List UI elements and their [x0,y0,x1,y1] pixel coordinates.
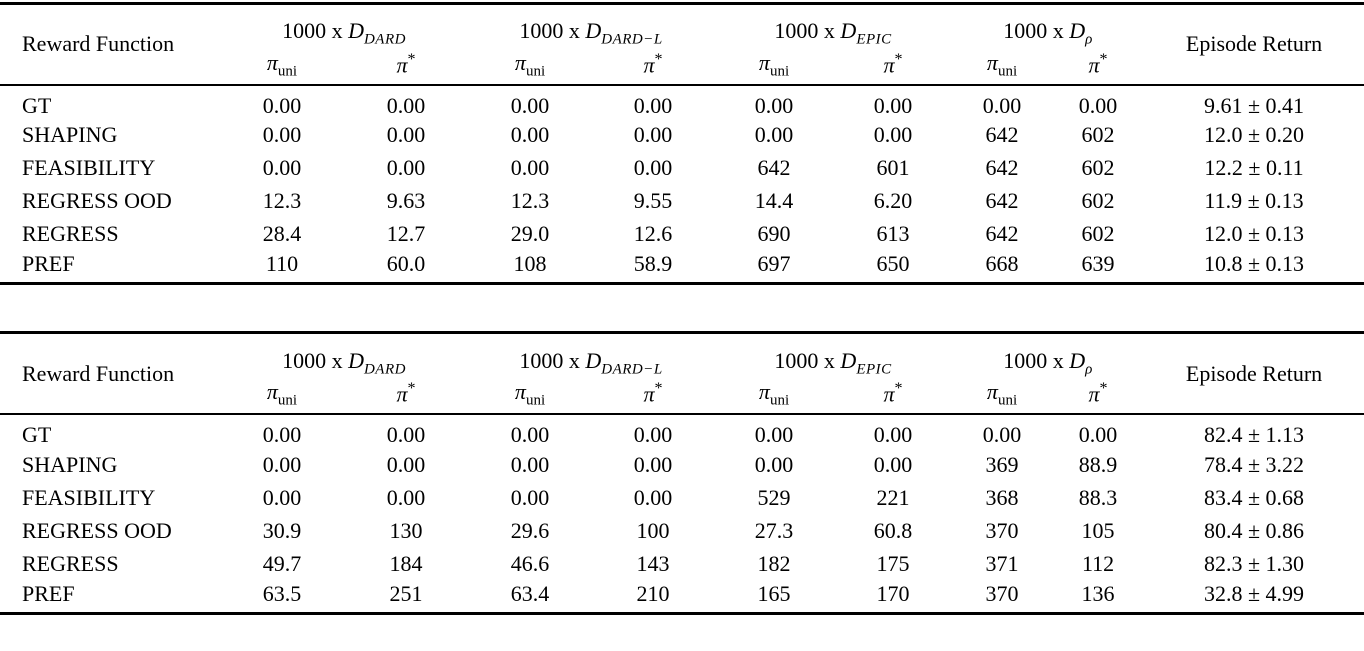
metric-value: 0.00 [873,422,913,448]
policy-uni-header [468,50,592,85]
metric-value: 0.00 [262,92,302,118]
pi-symbol: π [1088,52,1100,78]
column-header-reward-function: Reward Function [22,360,175,386]
group-prefix: 1000 x [282,18,349,44]
metric-value: 642 [985,221,1019,247]
pi-symbol: π [643,381,655,407]
distance-subscript: DARD [363,360,406,377]
row-label: GT [22,92,52,118]
metric-value: 58.9 [633,251,673,277]
pi-symbol: π [266,378,278,404]
distance-symbol: D [585,18,602,44]
table-row [0,547,1364,580]
row-label: SHAPING [22,122,118,148]
column-group-dard-l [468,333,714,379]
metric-value: 136 [1081,580,1115,606]
star-superscript: * [407,51,416,69]
metric-value: 642 [985,188,1019,214]
metric-value: 650 [876,251,910,277]
metric-value: 0.00 [754,92,794,118]
episode-return-value: 82.4 ± 1.13 [1203,422,1305,448]
metric-value: 175 [876,550,910,576]
metric-value: 60.8 [873,517,913,543]
metric-value: 0.00 [386,484,426,510]
metric-value: 370 [985,580,1019,606]
column-header-episode-return: Episode Return [1185,360,1323,386]
metric-value: 0.00 [386,422,426,448]
pi-symbol: π [758,378,770,404]
pi-symbol: π [883,381,895,407]
pi-symbol: π [514,49,526,75]
metric-value: 105 [1081,517,1115,543]
metric-value: 143 [636,550,670,576]
distance-subscript: ρ [1085,31,1093,48]
policy-uni-header [220,379,344,414]
metric-value: 49.7 [262,550,302,576]
pi-symbol: π [514,378,526,404]
pi-symbol: π [758,49,770,75]
table-row [0,218,1364,251]
distance-subscript: DARD−L [601,31,663,48]
metric-value: 602 [1081,122,1115,148]
pi-symbol: π [266,49,278,75]
group-header-row [0,4,1364,50]
metric-value: 0.00 [633,422,673,448]
pi-symbol: π [643,52,655,78]
policy-star-header [592,379,714,414]
distance-symbol: D [585,347,602,373]
policy-star-header [344,50,468,85]
metric-value: 14.4 [754,188,794,214]
star-superscript: * [654,51,663,69]
group-header-row [0,333,1364,379]
metric-value: 602 [1081,155,1115,181]
metric-value: 642 [985,122,1019,148]
distance-symbol: D [348,18,364,44]
group-prefix: 1000 x [282,347,349,373]
metric-value: 368 [985,484,1019,510]
policy-uni-header [714,379,834,414]
group-prefix: 1000 x [1003,347,1070,373]
metric-value: 370 [985,517,1019,543]
episode-return-value: 9.61 ± 0.41 [1203,92,1305,118]
metric-value: 613 [876,221,910,247]
uni-subscript: uni [525,62,546,79]
metric-value: 0.00 [386,451,426,477]
metric-value: 112 [1081,550,1115,576]
metric-value: 602 [1081,221,1115,247]
distance-subscript: ρ [1085,360,1093,377]
policy-uni-header [220,50,344,85]
metric-value: 0.00 [982,92,1022,118]
uni-subscript: uni [769,62,790,79]
metric-value: 28.4 [262,221,302,247]
episode-return-value: 12.0 ± 0.20 [1203,122,1305,148]
metric-value: 0.00 [633,92,673,118]
policy-star-header [834,379,952,414]
row-label: FEASIBILITY [22,155,156,181]
column-header-episode-return: Episode Return [1185,31,1323,57]
policy-uni-header [714,50,834,85]
metric-value: 130 [389,517,423,543]
table-row [0,251,1364,284]
metric-value: 12.3 [510,188,550,214]
episode-return-value: 11.9 ± 0.13 [1204,188,1304,214]
metric-value: 0.00 [510,484,550,510]
column-group-epic [714,4,952,50]
metric-value: 0.00 [510,155,550,181]
table-2-body [0,414,1364,613]
metric-value: 9.55 [633,188,673,214]
metric-value: 0.00 [633,155,673,181]
metric-value: 0.00 [262,451,302,477]
table-row [0,119,1364,152]
column-group-dard [220,333,468,379]
table-row [0,514,1364,547]
policy-uni-header [468,379,592,414]
metric-value: 0.00 [754,451,794,477]
episode-return-value: 32.8 ± 4.99 [1203,580,1305,606]
table-row [0,414,1364,448]
row-label: FEASIBILITY [22,484,156,510]
column-group-dard [220,4,468,50]
episode-return-value: 82.3 ± 1.30 [1203,550,1305,576]
table-row [0,580,1364,613]
results-table-2 [0,331,1364,614]
metric-value: 0.00 [873,451,913,477]
metric-value: 0.00 [873,92,913,118]
distance-subscript: DARD [363,31,406,48]
uni-subscript: uni [277,62,298,79]
table-1-header [0,4,1364,85]
metric-value: 0.00 [386,92,426,118]
group-prefix: 1000 x [1003,18,1070,44]
row-label: GT [22,422,52,448]
metric-value: 668 [985,251,1019,277]
metric-value: 110 [265,251,299,277]
row-label: REGRESS [22,221,119,247]
table-1-body [0,85,1364,284]
uni-subscript: uni [997,392,1018,409]
pi-symbol: π [396,52,408,78]
table-row [0,481,1364,514]
metric-value: 0.00 [633,451,673,477]
column-group-epic [714,333,952,379]
episode-return-value: 78.4 ± 3.22 [1203,451,1305,477]
pi-symbol: π [396,381,408,407]
metric-value: 642 [757,155,791,181]
metric-value: 602 [1081,188,1115,214]
metric-value: 0.00 [510,122,550,148]
metric-value: 30.9 [262,517,302,543]
metric-value: 0.00 [982,422,1022,448]
metric-value: 12.3 [262,188,302,214]
policy-star-header [1052,50,1144,85]
metric-value: 639 [1081,251,1115,277]
distance-symbol: D [1069,18,1086,44]
metric-value: 165 [757,580,791,606]
episode-return-value: 12.2 ± 0.11 [1204,155,1304,181]
metric-value: 0.00 [386,122,426,148]
row-label: REGRESS OOD [22,188,172,214]
star-superscript: * [654,380,663,398]
metric-value: 251 [389,580,423,606]
group-prefix: 1000 x [519,18,586,44]
episode-return-value: 12.0 ± 0.13 [1203,221,1305,247]
metric-value: 29.0 [510,221,550,247]
star-superscript: * [894,51,903,69]
star-superscript: * [894,380,903,398]
metric-value: 601 [876,155,910,181]
metric-value: 100 [636,517,670,543]
row-label: REGRESS [22,550,119,576]
pi-symbol: π [883,52,895,78]
policy-star-header [1052,379,1144,414]
uni-subscript: uni [769,392,790,409]
policy-star-header [592,50,714,85]
metric-value: 63.4 [510,580,550,606]
distance-symbol: D [348,347,364,373]
metric-value: 63.5 [262,580,302,606]
pi-symbol: π [986,49,998,75]
distance-subscript: EPIC [856,360,892,377]
policy-star-header [344,379,468,414]
metric-value: 0.00 [510,92,550,118]
metric-value: 0.00 [262,422,302,448]
metric-value: 0.00 [510,422,550,448]
metric-value: 108 [513,251,547,277]
table-row [0,185,1364,218]
row-label: PREF [22,580,75,606]
metric-value: 60.0 [386,251,426,277]
column-header-reward-function: Reward Function [22,31,175,57]
table-row [0,448,1364,481]
column-group-rho [952,333,1144,379]
uni-subscript: uni [277,392,298,409]
metric-value: 46.6 [510,550,550,576]
results-table-1 [0,2,1364,285]
star-superscript: * [1099,51,1108,69]
metric-value: 182 [757,550,791,576]
metric-value: 184 [389,550,423,576]
episode-return-value: 83.4 ± 0.68 [1203,484,1305,510]
metric-value: 0.00 [754,422,794,448]
metric-value: 0.00 [633,484,673,510]
metric-value: 210 [636,580,670,606]
metric-value: 0.00 [873,122,913,148]
distance-symbol: D [840,18,857,44]
distance-symbol: D [1069,347,1086,373]
metric-value: 27.3 [754,517,794,543]
metric-value: 0.00 [754,122,794,148]
uni-subscript: uni [525,392,546,409]
row-label: REGRESS OOD [22,517,172,543]
group-prefix: 1000 x [774,347,841,373]
episode-return-value: 10.8 ± 0.13 [1203,251,1305,277]
metric-value: 0.00 [386,155,426,181]
star-superscript: * [407,380,416,398]
metric-value: 0.00 [262,155,302,181]
metric-value: 369 [985,451,1019,477]
row-label: SHAPING [22,451,118,477]
star-superscript: * [1099,380,1108,398]
column-group-dard-l [468,4,714,50]
metric-value: 0.00 [633,122,673,148]
metric-value: 12.7 [386,221,426,247]
row-label: PREF [22,251,75,277]
episode-return-value: 80.4 ± 0.86 [1203,517,1305,543]
policy-uni-header [952,379,1052,414]
policy-uni-header [952,50,1052,85]
metric-value: 0.00 [262,122,302,148]
column-group-rho [952,4,1144,50]
metric-value: 642 [985,155,1019,181]
metric-value: 0.00 [1078,92,1118,118]
metric-value: 170 [876,580,910,606]
metric-value: 221 [876,484,910,510]
distance-symbol: D [840,347,857,373]
pi-symbol: π [1088,381,1100,407]
metric-value: 0.00 [1078,422,1118,448]
group-prefix: 1000 x [519,347,586,373]
metric-value: 0.00 [262,484,302,510]
metric-value: 0.00 [510,451,550,477]
pi-symbol: π [986,378,998,404]
metric-value: 29.6 [510,517,550,543]
table-2-header [0,333,1364,414]
metric-value: 9.63 [386,188,426,214]
uni-subscript: uni [997,62,1018,79]
policy-star-header [834,50,952,85]
group-prefix: 1000 x [774,18,841,44]
metric-value: 690 [757,221,791,247]
metric-value: 697 [757,251,791,277]
metric-value: 529 [757,484,791,510]
metric-value: 6.20 [873,188,913,214]
metric-value: 88.9 [1078,451,1118,477]
metric-value: 371 [985,550,1019,576]
table-row [0,85,1364,119]
metric-value: 88.3 [1078,484,1118,510]
distance-subscript: DARD−L [601,360,663,377]
table-row [0,152,1364,185]
metric-value: 12.6 [633,221,673,247]
paper-tables-page [0,2,1364,615]
distance-subscript: EPIC [856,31,892,48]
